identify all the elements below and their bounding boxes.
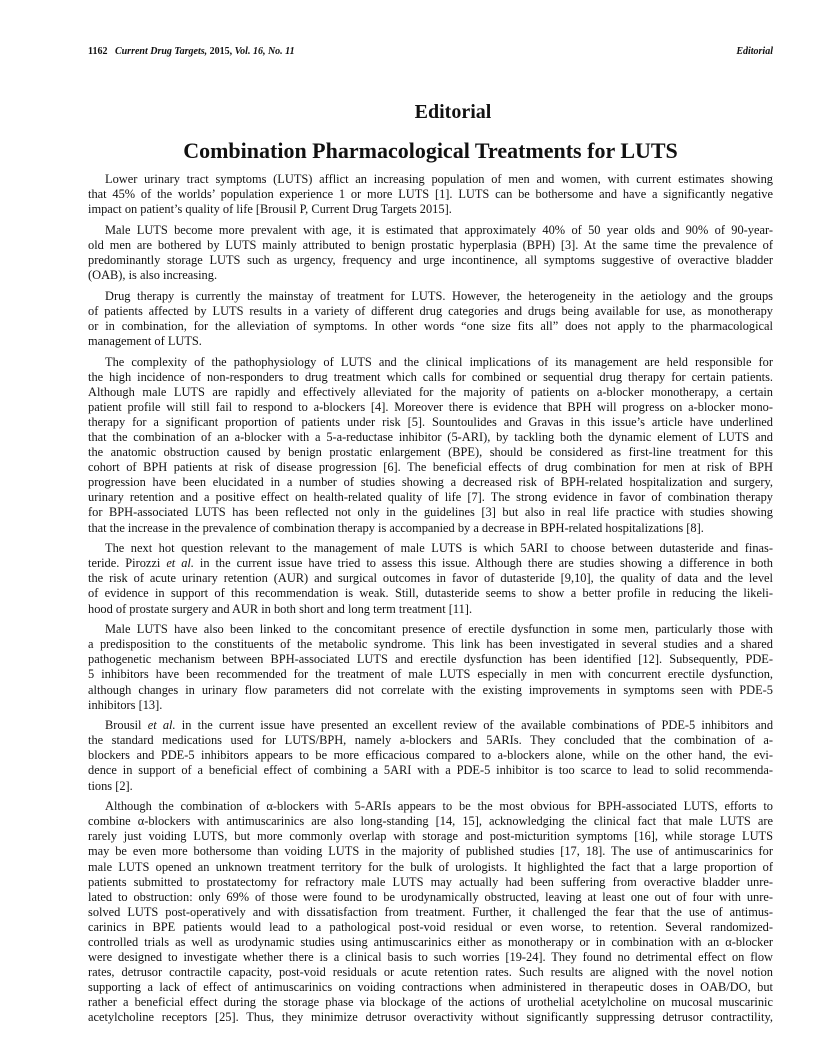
text-line: old men are bothered by LUTS mainly attributed to benign prostatic hyperplasia (BPH) [3]. At the same time the prevalence of [88,237,773,252]
text-line: the anatomic obstruction caused by benign prostatic enlargement (BPE), should be considered as first-line treatment for this [88,445,773,460]
article-title: Combination Pharmacological Treatments for LUTS [183,138,678,163]
et-al-italic: et al. [166,556,194,571]
text-line: The next hot question relevant to the management of male LUTS is which 5ARI to choose between dutasteride and finas- [105,541,773,556]
text-line: Although male LUTS are rapidly and effectively alleviated for the majority of patients on a-blocker monotherapy, a certain [88,384,773,399]
text-line: (OAB), is also increasing. [88,268,218,283]
text-line: supporting a lack of effect of antimuscarinics on voiding contractions when administered in therapeutic doses in OAB/DO, but [88,980,773,995]
text-line: The complexity of the pathophysiology of LUTS and the clinical implications of its management are held responsible for [105,354,773,369]
text-line: solved LUTS post-operatively and with dissatisfaction from treatment. Further, it challenged the fear that the use of antimus- [88,904,773,919]
text-line: carinics in BPE patients would lead to a pathological post-void residual or even worse, to retention. Several randomized- [88,919,773,934]
text-line: Male LUTS have also been linked to the concomitant presence of erectile dysfunction in some men, particularly those with [105,622,773,637]
text-line: the high incidence of non-responders to drug treatment which calls for combined or sequential drug therapy for certain patients. [88,369,773,384]
text-line: Brousil et al. in the current issue have presented an excellent review of the available combinations of PDE-5 inhibitors and [105,718,774,733]
paragraph [88,799,773,1025]
text-line: progression have been elucidated in a number of studies showing a decreased risk of BPH-related hospitalization and surgery, [88,475,773,490]
text-line: a predisposition to the constituents of the metabolic syndrome. This link has been investigated in several studies and a shared [88,637,773,652]
journal-name: Current Drug Targets, [114,46,208,57]
text-line: for BPH-associated LUTS has been reflected not only in the guidelines [3] but also in real life practice with studies showing [88,505,773,520]
text-line: blockers and PDE-5 inhibitors appears to be more efficacious compared to a-blockers alone, while on the other hand, the evi- [88,748,773,763]
text-line: patients submitted to prostatectomy for refractory male LUTS may actually had been suffering from overactive bladder unre- [88,874,773,889]
paragraph [88,289,773,349]
running-header [88,46,773,57]
article-kicker: Editorial [414,101,492,123]
page-number: 1162 [88,46,108,57]
text-line: combine α-blockers with antimuscarinics are also long-standing [14, 15], acknowledging the clinical fact that male LUTS are [88,814,773,829]
text-line: the risk of acute urinary retention (AUR) and surgical outcomes in favor of dutasteride [9,10], the quality of data and the level [88,571,773,586]
text-line: inhibitors [13]. [88,697,163,712]
journal-year: 2015, [209,46,233,57]
article-body [88,172,773,1031]
paragraph [88,718,773,793]
paragraph [88,223,773,283]
text-line: pathogenetic mechanism between BPH-associated LUTS and erectile dysfunction has been identified [12]. Subsequently, PDE- [88,652,773,667]
text-line: therapy for a significant proportion of patients under risk [5]. Sountoulides and Gravas in this issue’s article have underlined [88,414,773,429]
text-line: patient profile will still fail to respond to a-blockers [4]. Moreover there is evidence that BPH will progress on a-blocker mono- [88,399,773,414]
paragraph [88,355,773,536]
text-line: male LUTS opened an unknown treatment territory for the bulk of urologists. It highlighted the fact that a large proportion of [88,859,773,874]
text-line: cohort of BPH patients at risk of disease progression [6]. The beneficial effects of drug combination for men at risk of BPH [88,460,773,475]
text-line: tions [2]. [88,778,133,793]
text-line: teride. Pirozzi et al. in the current issue have tried to assess this issue. Although there are studies showing a difference in both [88,556,773,571]
text-line: predominantly storage LUTS such as urgency, frequency and urge incontinence, all symptoms suggestive of overactive bladder [88,252,773,267]
text-line: Male LUTS become more prevalent with age, it is estimated that approximately 40% of 50 year olds and 90% of 90-year- [105,222,773,237]
paragraph [88,622,773,713]
text-line: urinary retention and a positive effect on health-related quality of life [7]. The strong evidence in favor of combination therapy [88,490,773,505]
text-line: of evidence in support of this recommendation is weak. Still, dutasteride seems to show a better profile in reducing the likeli- [88,586,773,601]
text-line: Lower urinary tract symptoms (LUTS) afflict an increasing population of men and women, with current estimates showing [105,172,773,186]
journal-citation [88,46,295,57]
text-line: that 45% of the worlds’ population experience 1 or more LUTS [1]. LUTS can be bothersome and have a significantly negative [88,187,773,202]
paragraph [88,541,773,616]
text-line: lated to obstruction: only 69% of those were found to be urodynamically obstructed, leaving at least one out of four with unre- [88,889,773,904]
text-line: Although the combination of α-blockers with 5-ARIs appears to be the most obvious for BPH-associated LUTS, efforts to [105,799,773,814]
text-line: rarely just voiding LUTS, but more commonly overlap with storage and post-micturition symptoms [16], while storage LUTS [88,829,773,844]
journal-volume: Vol. 16, No. 11 [234,46,295,57]
text-line: that the increase in the prevalence of combination therapy is accompanied by a decrease in BPH-related hospitalizations [8]. [88,520,704,535]
et-al-italic: et al. [147,718,176,733]
text-line: of patients affected by LUTS results in a variety of different drug categories and drugs being available for use, as monotherapy [88,303,773,318]
text-line: controlled trials as well as urodynamic studies using antimuscarinics either as monotherapy or in combination with an α-blocker [88,935,773,949]
text-line: were designed to investigate whether there is a clinical basis to such worries [19-24]. They found no detrimental effect on flow [88,950,773,965]
section-label: Editorial [736,46,773,57]
text-line: hood of prostate surgery and AUR in both short and long term treatment [11]. [88,601,473,616]
text-line: management of LUTS. [88,333,202,348]
text-line: although changes in urinary flow parameters did not correlate with the existing improvements in symptoms seen with PDE-5 [88,682,773,697]
paragraph [88,172,773,217]
text-line: rather a beneficial effect during the storage phase via blockage of the actions of urothelial acetylcholine on mucosal muscarinic [88,995,773,1010]
text-line: acetylcholine receptors [25]. Thus, they minimize detrusor overactivity without significantly suppressing detrusor contractility, [88,1010,773,1025]
text-line: the standard medications used for LUTS/BPH, namely a-blockers and 5ARIs. They concluded that the combination of a- [88,733,773,748]
text-line: may be even more bothersome than voiding LUTS in the majority of published studies [17, 18]. The use of antimuscarinics for [88,844,773,859]
text-line: or in combination, for the alleviation of symptoms. In other words “one size fits all” does not apply to the pharmacological [88,318,773,333]
text-line: dence in support of a beneficial effect of combining a 5ARI with a PDE-5 inhibitor is too scarce to lead to solid recommenda- [88,763,773,778]
text-line: rates, detrusor contractile capacity, post-void residuals or acute retention rates. Such results are aligned with the novel notion [88,965,773,980]
text-line: Drug therapy is currently the mainstay of treatment for LUTS. However, the heterogeneity in the aetiology and the groups [105,288,773,303]
text-line: 5 inhibitors have been recommended for the treatment of male LUTS especially in men with concurrent erectile dysfunction, [88,667,773,682]
text-line: impact on patient’s quality of life [Brousil P, Current Drug Targets 2015]. [88,202,452,217]
text-line: that the combination of an a-blocker with a 5-a-reductase inhibitor (5-ARI), by tackling both the dynamic element of LUTS and [88,430,773,444]
